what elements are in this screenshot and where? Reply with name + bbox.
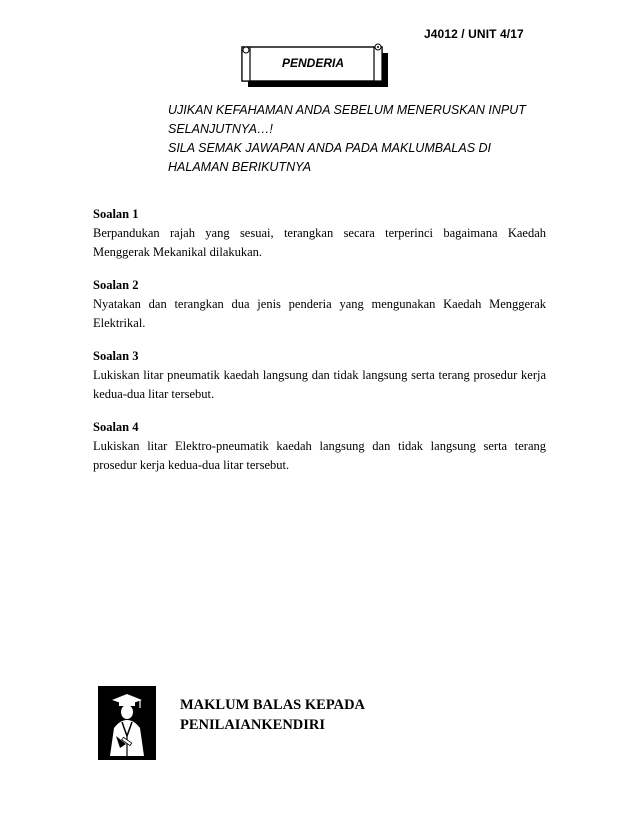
feedback-heading-line: PENILAIANKENDIRI	[180, 717, 326, 733]
feedback-heading	[180, 695, 365, 735]
title-scroll-banner	[238, 43, 390, 89]
question-text: Lukiskan litar pneumatik kaedah langsung dan tidak langsung serta terang prosedur kerja kedua-dua litar tersebut.	[93, 368, 546, 401]
question-text: Nyatakan dan terangkan dua jenis penderia yang mengunakan Kaedah Menggerak Elektrikal.	[93, 297, 546, 330]
instruction-line: SELANJUTNYA…!	[168, 122, 273, 136]
question-item	[93, 347, 546, 404]
question-text: Berpandukan rajah yang sesuai, terangkan secara terperinci bagaimana Kaedah Menggerak Mekanikal dilakukan.	[93, 226, 546, 259]
question-list	[93, 205, 546, 489]
instruction-line: UJIKAN KEFAHAMAN ANDA SEBELUM MENERUSKAN INPUT	[168, 103, 526, 117]
question-title: Soalan 3	[93, 349, 139, 363]
instruction-line: HALAMAN BERIKUTNYA	[168, 160, 312, 174]
section-title: PENDERIA	[281, 56, 344, 70]
question-title: Soalan 4	[93, 420, 139, 434]
page-header-code: J4012 / UNIT 4/17	[424, 27, 524, 41]
question-title: Soalan 1	[93, 207, 139, 221]
instruction-line: SILA SEMAK JAWAPAN ANDA PADA MAKLUMBALAS DI	[168, 141, 492, 155]
question-item	[93, 205, 546, 262]
question-item	[93, 276, 546, 333]
instruction-block	[168, 101, 568, 177]
question-text: Lukiskan litar Elektro-pneumatik kaedah langsung dan tidak langsung serta terang prosedur kerja kedua-dua litar tersebut.	[93, 439, 546, 472]
graduate-icon	[98, 686, 156, 760]
feedback-heading-line: MAKLUM BALAS KEPADA	[180, 697, 366, 713]
question-item	[93, 418, 546, 475]
question-title: Soalan 2	[93, 278, 139, 292]
